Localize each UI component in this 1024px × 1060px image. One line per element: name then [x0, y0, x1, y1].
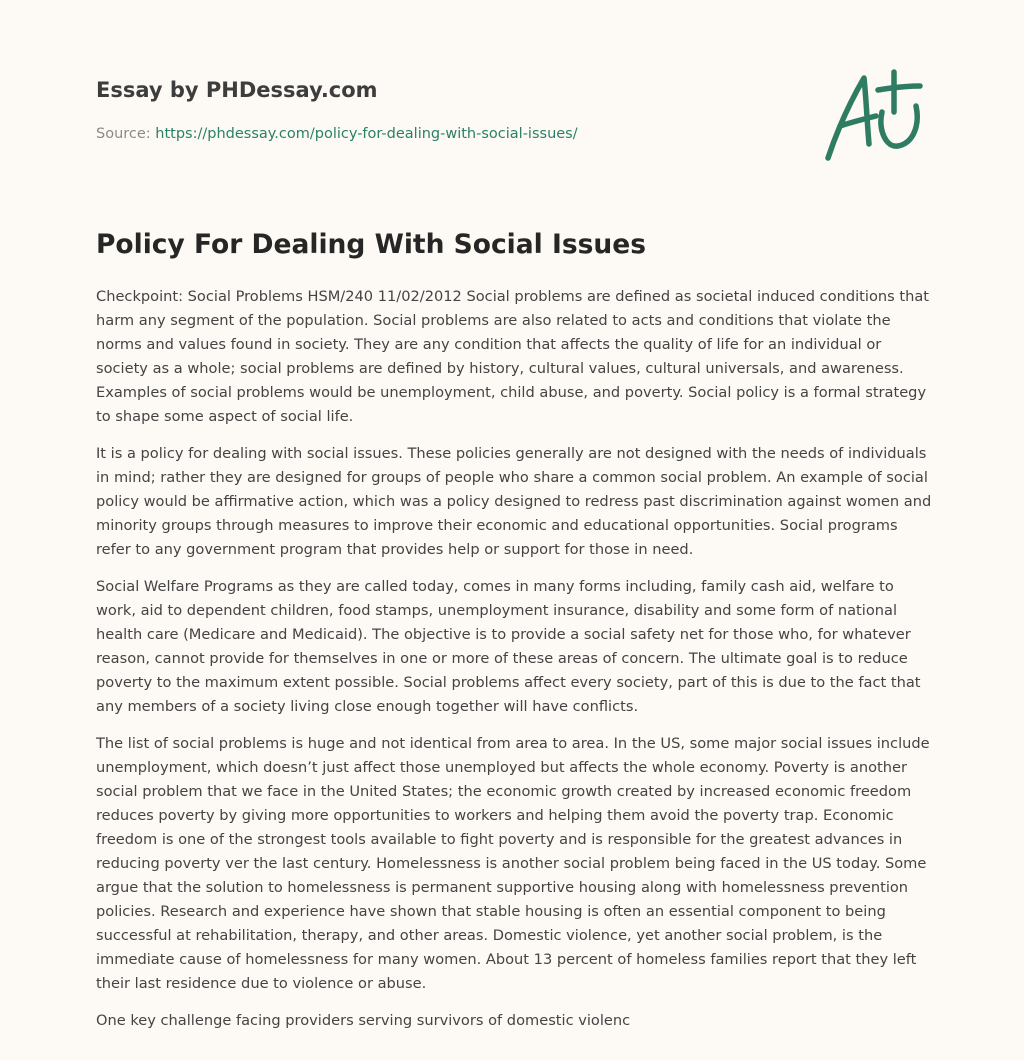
- paragraph: It is a policy for dealing with social issues. These policies generally are not designed with the needs of individuals in mind; rather they are designed for groups of people who share a common social problem. An example of social policy would be affirmative action, which was a policy designed to redress past discrimination against women and minority groups through measures to improve their economic and educational opportunities. Social programs refer to any government program that provides help or support for those in need.: [96, 445, 932, 558]
- source-line: [96, 124, 796, 144]
- a-plus-logo-svg: [820, 66, 930, 166]
- paragraph: One key challenge facing providers serving survivors of domestic violenc: [96, 1012, 631, 1029]
- essay-title: Policy For Dealing With Social Issues: [96, 229, 646, 260]
- a-plus-logo-icon: [820, 66, 930, 166]
- paragraph: Checkpoint: Social Problems HSM/240 11/02/2012 Social problems are defined as societal induced conditions that harm any segment of the population. Social problems are also related to acts and conditions that violate the norms and values found in society. They are any condition that affects the quality of life for an individual or society as a whole; social problems are defined by history, cultural values, cultural universals, and awareness. Examples of social problems would be unemployment, child abuse, and poverty. Social policy is a formal strategy to shape some aspect of social life.: [96, 288, 930, 425]
- essay-header: [96, 76, 796, 144]
- source-label: Source:: [96, 126, 151, 142]
- source-link[interactable]: https://phdessay.com/policy-for-dealing-with-social-issues/: [155, 126, 578, 142]
- paragraph: The list of social problems is huge and not identical from area to area. In the US, some major social issues include unemployment, which doesn’t just affect those unemployed but affects the whole economy. Poverty is another social problem that we face in the United States; the economic growth created by increased economic freedom reduces poverty by giving more opportunities to workers and helping them avoid the poverty trap. Economic freedom is one of the strongest tools available to fight poverty and is responsible for the greatest advances in reducing poverty ver the last century. Homelessness is another social problem being faced in the US today. Some argue that the solution to homelessness is permanent supportive housing along with homelessness prevention policies. Research and experience have shown that stable housing is often an essential component to being successful at rehabilitation, therapy, and other areas. Domestic violence, yet another social problem, is the immediate cause of homelessness for many women. About 13 percent of homeless families report that they left their last residence due to violence or abuse.: [96, 735, 930, 992]
- paragraph: Social Welfare Programs as they are called today, comes in many forms including, family cash aid, welfare to work, aid to dependent children, food stamps, unemployment insurance, disability and some form of national health care (Medicare and Medicaid). The objective is to provide a social safety net for those who, for whatever reason, cannot provide for themselves in one or more of these areas of concern. The ultimate goal is to reduce poverty to the maximum extent possible. Social problems affect every society, part of this is due to the fact that any members of a society living close enough together will have conflicts.: [96, 578, 921, 715]
- brand-title: Essay by PHDessay.com: [96, 78, 378, 102]
- essay-body: [96, 285, 934, 1046]
